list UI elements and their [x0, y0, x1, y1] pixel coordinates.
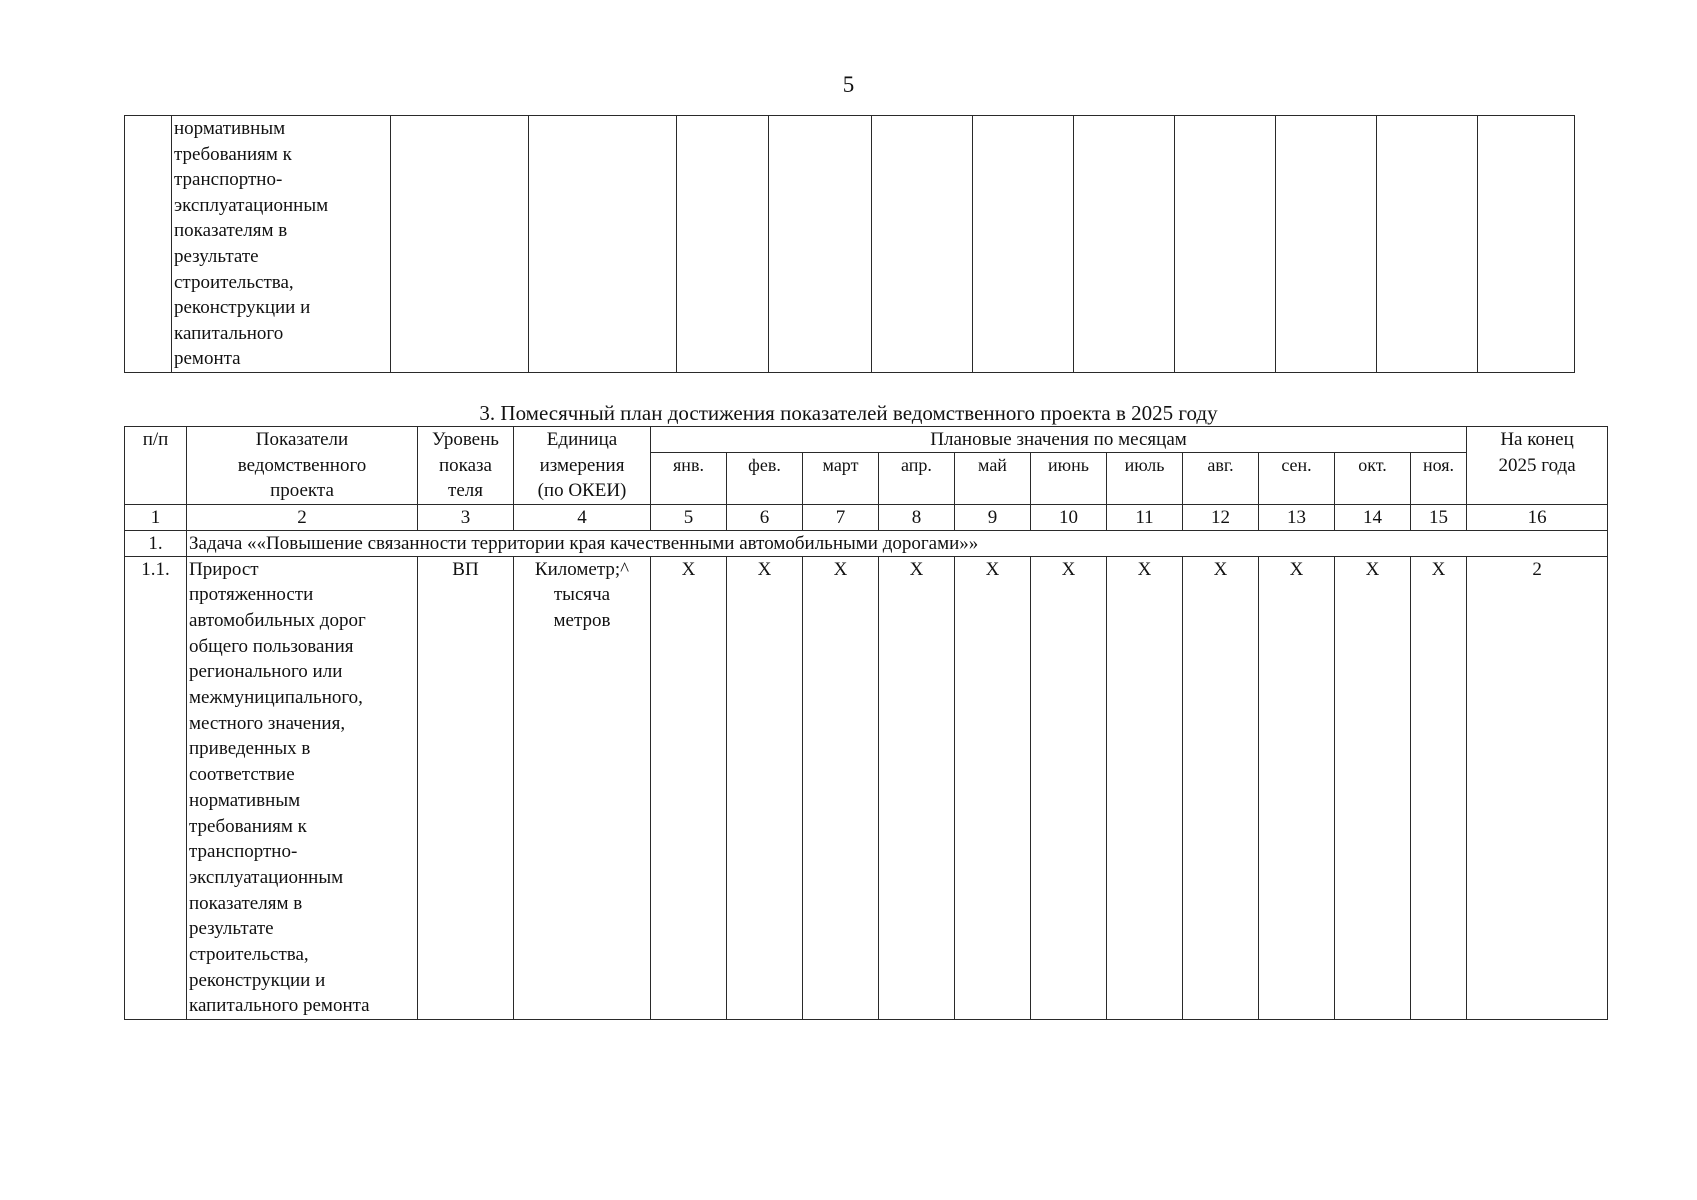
header-line: Единица	[546, 429, 618, 450]
indicator-line: регионального или	[189, 661, 343, 683]
indicator-line: автомобильных дорог	[189, 609, 366, 631]
row-unit	[514, 556, 651, 1020]
column-number: 10	[1031, 504, 1107, 530]
indicator-line: показателям в	[189, 892, 303, 914]
cont-empty-cell	[1276, 116, 1377, 373]
indicator-line: строительства,	[189, 944, 309, 966]
cont-line: капитального	[174, 322, 284, 344]
cont-empty-cell	[1478, 116, 1575, 373]
header-level	[418, 427, 514, 505]
cont-line: требованиям к	[174, 143, 292, 165]
cont-indicator-cell	[172, 116, 391, 373]
indicator-line: эксплуатационным	[189, 866, 344, 888]
header-line: 2025 года	[1498, 454, 1576, 476]
column-number: 1	[125, 504, 187, 530]
end-of-year-value: 2	[1467, 556, 1608, 1020]
month-header: июнь	[1031, 453, 1107, 504]
cont-empty-cell	[1074, 116, 1175, 373]
row-indicator	[187, 556, 418, 1020]
month-header: окт.	[1335, 453, 1411, 504]
header-unit	[514, 427, 651, 505]
column-number: 13	[1259, 504, 1335, 530]
row-number: 1.1.	[125, 556, 187, 1020]
column-number: 14	[1335, 504, 1411, 530]
cont-empty-cell	[391, 116, 529, 373]
header-line: проекта	[270, 480, 334, 501]
indicator-line: межмуниципального,	[189, 687, 363, 709]
month-value: X	[955, 556, 1031, 1020]
cont-line: эксплуатационным	[174, 194, 329, 216]
month-value: X	[803, 556, 879, 1020]
header-line: Показатели	[255, 429, 349, 450]
indicator-line: приведенных в	[189, 738, 311, 760]
header-line: показа	[439, 454, 492, 476]
indicator-line: требованиям к	[189, 815, 307, 837]
monthly-plan-table	[124, 426, 1608, 1020]
cont-line: нормативным	[174, 118, 286, 139]
column-number: 3	[418, 504, 514, 530]
column-numbers-row	[125, 504, 1608, 530]
month-value: X	[1031, 556, 1107, 1020]
section-title: 3. Помесячный план достижения показателей ведомственного проекта в 2025 году	[479, 401, 1218, 425]
cont-line: показателям в	[174, 220, 288, 242]
indicator-line: соответствие	[189, 764, 295, 786]
task-text: Задача ««Повышение связанности территории края качественными автомобильными дорогами»»	[187, 530, 1608, 556]
column-number: 7	[803, 504, 879, 530]
month-value: X	[727, 556, 803, 1020]
cont-empty-cell	[1377, 116, 1478, 373]
month-value: X	[1335, 556, 1411, 1020]
header-line: На конец	[1500, 429, 1574, 450]
column-number: 16	[1467, 504, 1608, 530]
header-line: Уровень	[432, 429, 499, 450]
month-header: март	[803, 453, 879, 504]
header-indicators	[187, 427, 418, 505]
task-number: 1.	[125, 530, 187, 556]
header-num: п/п	[125, 427, 187, 505]
month-value: X	[879, 556, 955, 1020]
column-number: 4	[514, 504, 651, 530]
cont-line: ремонта	[174, 348, 241, 370]
table-row	[125, 556, 1608, 1020]
indicator-line: общего пользования	[189, 635, 354, 657]
row-level: ВП	[418, 556, 514, 1020]
cont-empty-cell	[973, 116, 1074, 373]
column-number: 12	[1183, 504, 1259, 530]
column-number: 6	[727, 504, 803, 530]
indicator-line: реконструкции и	[189, 969, 326, 991]
month-value: X	[1411, 556, 1467, 1020]
unit-line: тысяча	[553, 584, 611, 606]
header-planned: Плановые значения по месяцам	[651, 427, 1467, 453]
month-header: сен.	[1259, 453, 1335, 504]
cont-line: результате	[174, 245, 259, 267]
column-number: 5	[651, 504, 727, 530]
month-value: X	[651, 556, 727, 1020]
cont-line: реконструкции и	[174, 297, 311, 319]
cont-empty-cell	[1175, 116, 1276, 373]
header-line: теля	[448, 480, 483, 501]
column-number: 2	[187, 504, 418, 530]
continuation-table	[124, 115, 1575, 373]
unit-line: метров	[553, 609, 611, 631]
header-line: (по ОКЕИ)	[537, 480, 627, 501]
column-number: 15	[1411, 504, 1467, 530]
page-number: 5	[842, 72, 855, 97]
header-line: ведомственного	[237, 454, 367, 476]
cont-empty-cell	[872, 116, 973, 373]
column-number: 8	[879, 504, 955, 530]
cont-empty-cell	[529, 116, 677, 373]
indicator-line: результате	[189, 918, 274, 940]
cont-empty-cell	[769, 116, 872, 373]
month-header: июль	[1107, 453, 1183, 504]
month-header: май	[955, 453, 1031, 504]
indicator-line: протяженности	[189, 584, 314, 606]
column-number: 9	[955, 504, 1031, 530]
month-value: X	[1183, 556, 1259, 1020]
indicator-line: транспортно-	[189, 841, 298, 863]
header-end-of-year	[1467, 427, 1608, 505]
column-number: 11	[1107, 504, 1183, 530]
indicator-line: Прирост	[189, 558, 259, 580]
month-value: X	[1259, 556, 1335, 1020]
month-header: апр.	[879, 453, 955, 504]
continuation-row	[125, 116, 1575, 373]
month-value: X	[1107, 556, 1183, 1020]
month-header: авг.	[1183, 453, 1259, 504]
month-header: фев.	[727, 453, 803, 504]
task-row	[125, 530, 1608, 556]
cont-empty-cell	[677, 116, 769, 373]
cont-num-cell	[125, 116, 172, 373]
indicator-line: капитального ремонта	[189, 995, 370, 1017]
cont-line: транспортно-	[174, 169, 283, 191]
cont-line: строительства,	[174, 271, 294, 293]
header-row	[125, 427, 1608, 453]
header-line: измерения	[539, 454, 625, 476]
unit-line: Километр;^	[534, 558, 630, 580]
month-header: янв.	[651, 453, 727, 504]
indicator-line: местного значения,	[189, 712, 346, 734]
indicator-line: нормативным	[189, 789, 301, 811]
month-header: ноя.	[1411, 453, 1467, 504]
